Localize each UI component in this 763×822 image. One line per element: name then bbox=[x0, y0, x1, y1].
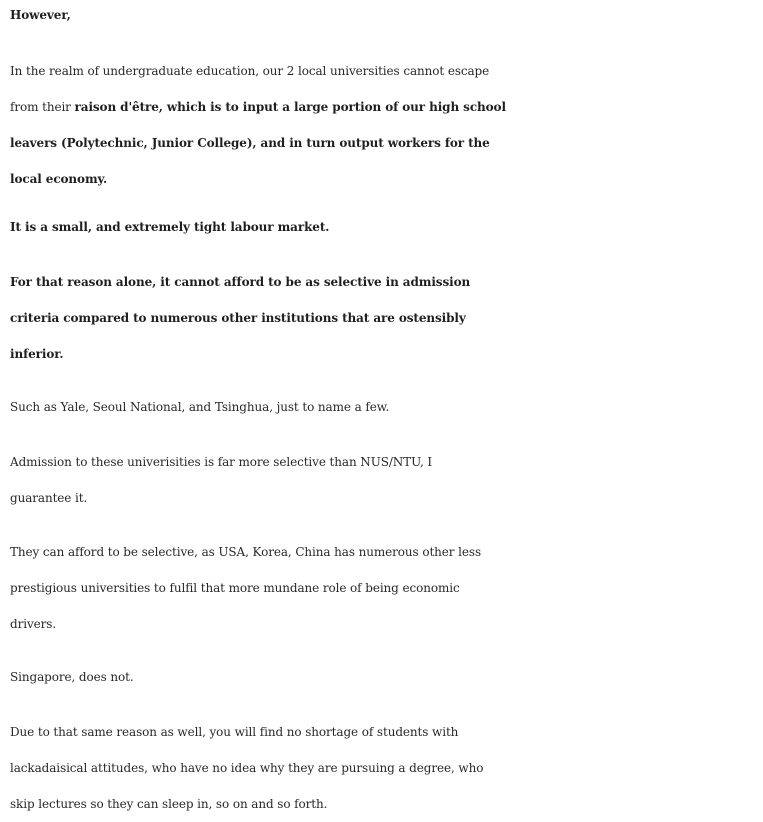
paragraph-line: inferior. bbox=[10, 347, 64, 361]
paragraph-bold-text: raison d'être, which is to input a large portion of our high school bbox=[74, 100, 506, 114]
paragraph-line: It is a small, and extremely tight labour market. bbox=[10, 220, 330, 234]
paragraph-yale bbox=[10, 389, 760, 425]
paragraph-line: leavers (Polytechnic, Junior College), and in turn output workers for the bbox=[10, 136, 490, 150]
paragraph-line bbox=[10, 89, 760, 125]
paragraph-line: prestigious universities to fulfil that more mundane role of being economic bbox=[10, 581, 460, 595]
paragraph-line: For that reason alone, it cannot afford to be as selective in admission bbox=[10, 275, 471, 289]
paragraph-line: Admission to these univerisities is far more selective than NUS/NTU, I bbox=[10, 455, 433, 469]
paragraph-line: local economy. bbox=[10, 172, 108, 186]
heading-text: However, bbox=[10, 8, 71, 22]
paragraph-line: In the realm of undergraduate education, our 2 local universities cannot escape bbox=[10, 64, 490, 78]
paragraph-reason-alone bbox=[10, 264, 760, 372]
paragraph-line: They can afford to be selective, as USA, Korea, China has numerous other less bbox=[10, 545, 482, 559]
paragraph-line: guarantee it. bbox=[10, 491, 88, 505]
paragraph-line: Due to that same reason as well, you will find no shortage of students with bbox=[10, 725, 459, 739]
paragraph-text: from their bbox=[10, 100, 75, 114]
paragraph-line: Singapore, does not. bbox=[10, 670, 134, 684]
paragraph-same-reason bbox=[10, 714, 760, 822]
paragraph-labour-market bbox=[10, 209, 760, 245]
paragraph-line: Such as Yale, Seoul National, and Tsinghua, just to name a few. bbox=[10, 400, 390, 414]
paragraph-line: drivers. bbox=[10, 617, 57, 631]
paragraph-line: criteria compared to numerous other institutions that are ostensibly bbox=[10, 311, 466, 325]
paragraph-admission bbox=[10, 444, 760, 516]
paragraph-afford bbox=[10, 534, 760, 642]
heading-however bbox=[10, 0, 760, 33]
paragraph-line: skip lectures so they can sleep in, so on and so forth. bbox=[10, 797, 328, 811]
paragraph-realm bbox=[10, 53, 760, 197]
paragraph-singapore bbox=[10, 659, 760, 695]
paragraph-line: lackadaisical attitudes, who have no idea why they are pursuing a degree, who bbox=[10, 761, 484, 775]
